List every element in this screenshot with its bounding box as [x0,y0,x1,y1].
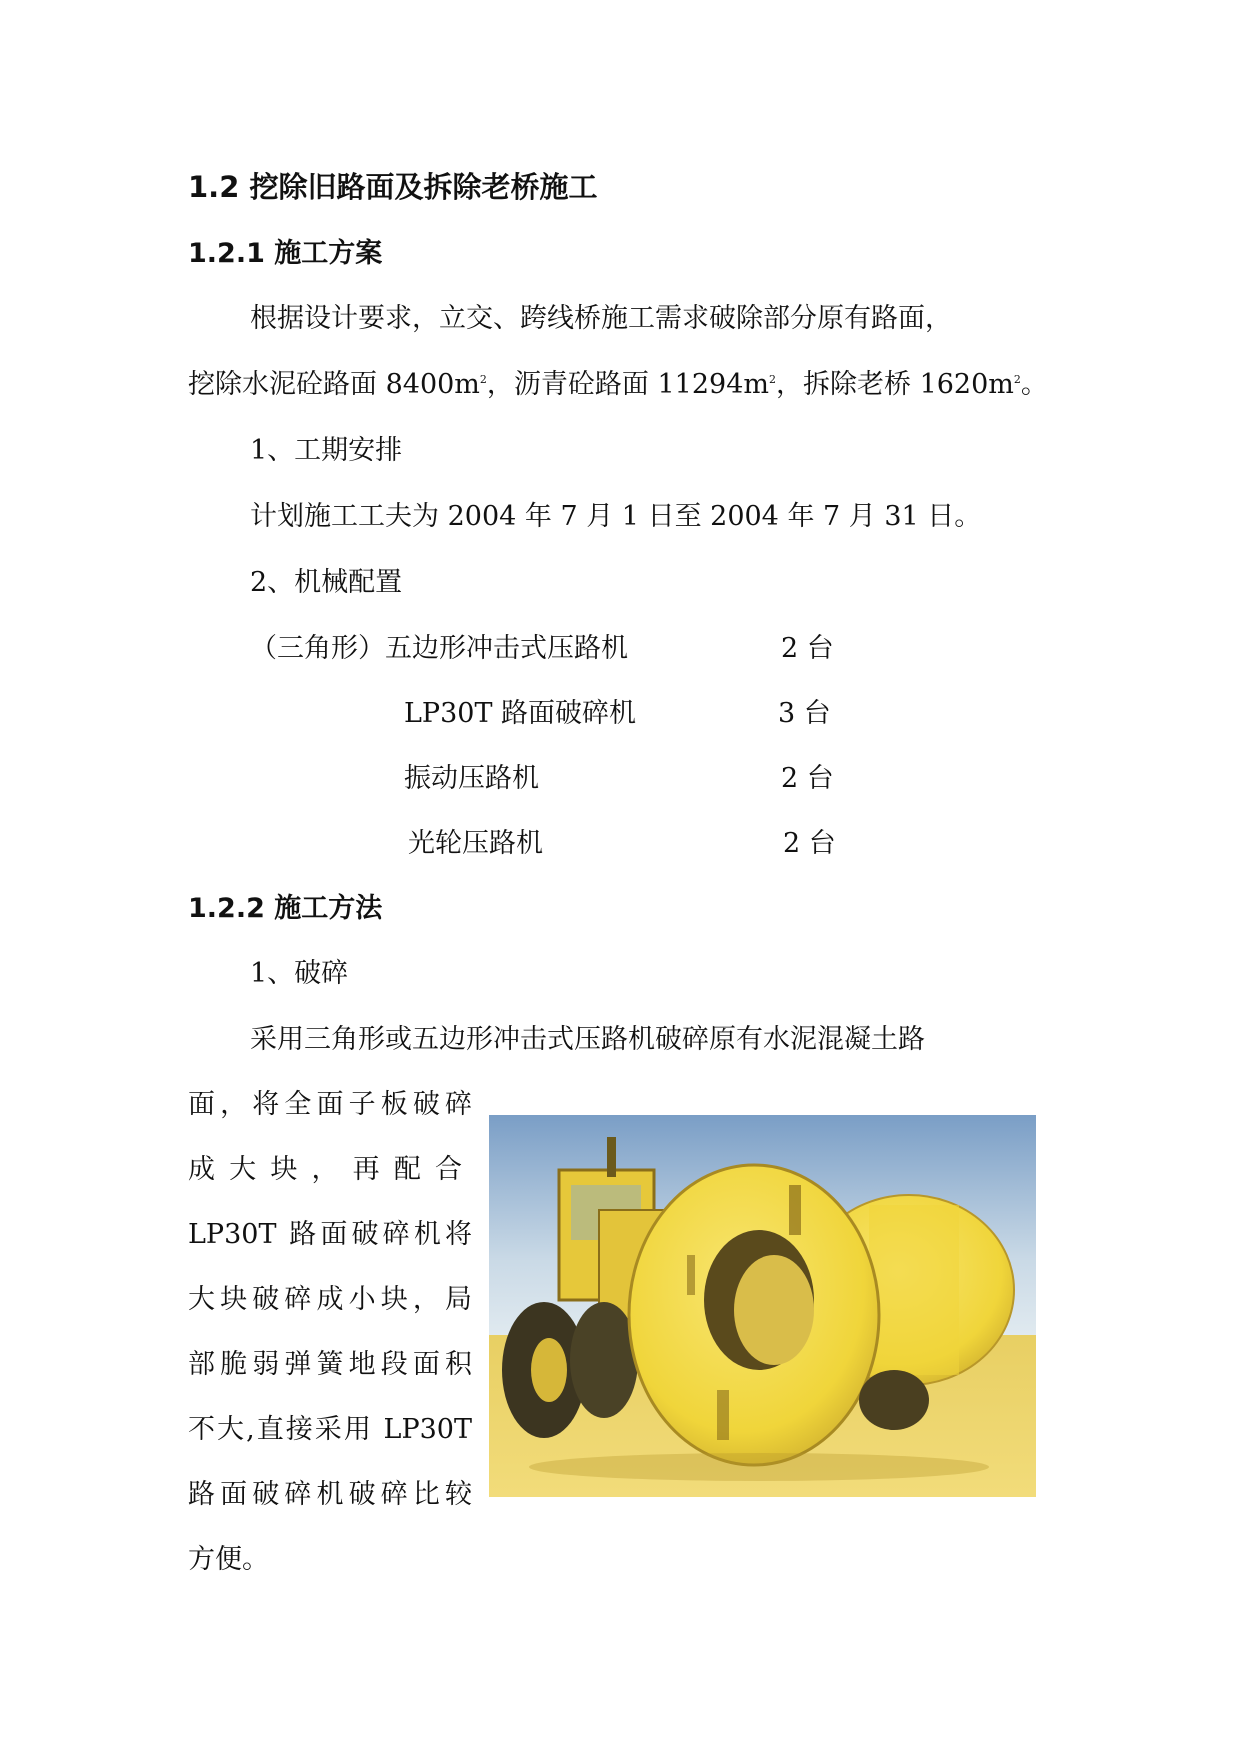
schedule-label: 1、工期安排 [250,435,403,466]
chassis-shadow [859,1370,929,1430]
ground-shadow [529,1453,989,1481]
method-para-line1: 采用三角形或五边形冲击式压路机破碎原有水泥混凝土路 [250,1024,925,1055]
section-title: 1.2 挖除旧路面及拆除老桥施工 [188,170,598,204]
drum-marking [789,1185,801,1235]
rear-tire-hub [531,1338,567,1402]
drum-marking [687,1255,695,1295]
machine-qty: 2 台 [781,763,834,794]
method-para-line: 部脆弱弹簧地段面积 [188,1349,472,1380]
method-para-line: 不大,直接采用 LP30T [188,1414,472,1445]
road-roller-photo [489,1115,1036,1497]
method-para-line: 路面破碎机破碎比较 [188,1479,472,1510]
method-para-line: 大块破碎成小块，局 [188,1284,472,1315]
plan-intro-part-d: 。 [1020,369,1048,400]
schedule-text: 计划施工工夫为 2004 年 7 月 1 日至 2004 年 7 月 31 日。 [250,501,982,532]
front-drum-inner [734,1255,814,1365]
machine-name: （三角形）五边形冲击式压路机 [250,633,628,664]
method-heading: 1.2.2 施工方法 [188,893,383,924]
sup-squared: 2 [1013,373,1021,386]
method-step-label: 1、破碎 [250,958,349,989]
machine-qty: 3 台 [778,698,831,729]
method-para-line: LP30T 路面破碎机将 [188,1219,472,1250]
method-para-line: 方便。 [188,1544,269,1575]
machine-qty: 2 台 [781,633,834,664]
plan-heading: 1.2.1 施工方案 [188,238,383,269]
plan-intro-part-c: ，拆除老桥 1620m [775,369,1014,400]
method-para-line: 成大块，再配合 [188,1154,462,1185]
machines-label: 2、机械配置 [250,567,403,598]
sup-squared: 2 [768,373,776,386]
machine-name: LP30T 路面破碎机 [404,698,637,729]
exhaust-pipe [607,1137,616,1177]
sup-squared: 2 [479,373,487,386]
plan-intro-line1: 根据设计要求，立交、跨线桥施工需求破除部分原有路面， [250,303,952,334]
back-drum-body [869,1205,959,1375]
plan-intro-line2 [188,362,1048,401]
plan-intro-part-b: ，沥青砼路面 11294m [486,369,769,400]
machine-name: 光轮压路机 [408,828,543,859]
machine-name: 振动压路机 [404,763,539,794]
drum-marking [717,1390,729,1440]
machine-qty: 2 台 [783,828,836,859]
plan-intro-part-a: 挖除水泥砼路面 8400m [188,369,480,400]
road-roller-illustration [489,1115,1036,1497]
method-para-line: 面，将全面子板破碎 [188,1089,472,1120]
